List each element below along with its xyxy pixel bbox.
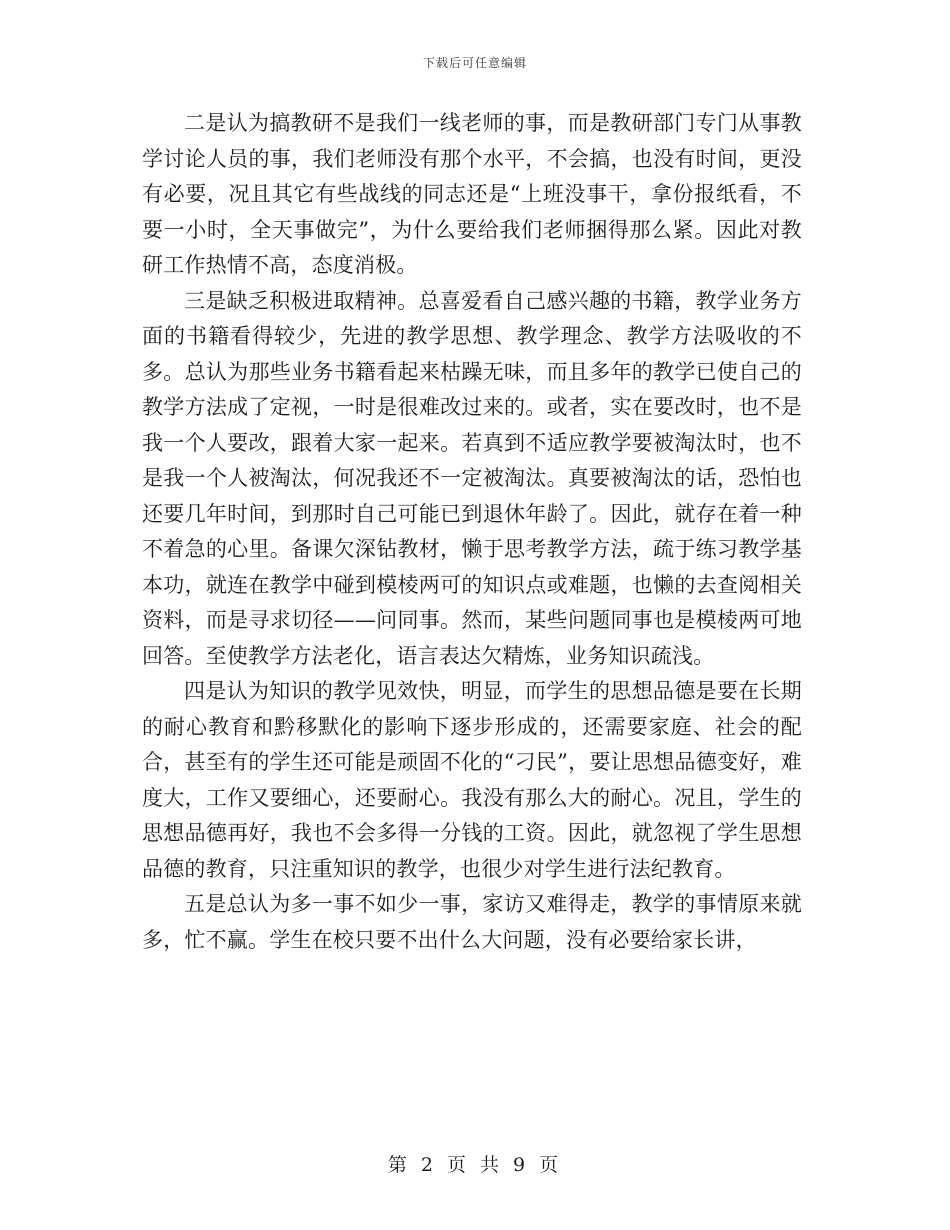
page-header: 下载后可任意编辑 bbox=[422, 56, 527, 70]
paragraph-5: 五是总认为多一事不如少一事，家访又难得走，教学的事情原来就多，忙不赢。学生在校只要不出什么大问题，没有必要给家长讲， bbox=[142, 892, 802, 952]
page-number: 第 2 页 共 9 页 bbox=[387, 1154, 563, 1176]
paragraph-2: 二是认为搞教研不是我们一线老师的事，而是教研部门专门从事教学讨论人员的事，我们老师没有那个水平，不会搞，也没有时间，更没有必要，况且其它有些战线的同志还是“上班没事干，拿份报纸看，不要一小时，全天事做完”，为什么要给我们老师捆得那么紧。因此对教研工作热情不高，态度消极。 bbox=[142, 111, 802, 277]
paragraph-3: 三是缺乏积极进取精神。总喜爱看自己感兴趣的书籍，教学业务方面的书籍看得较少，先进的教学思想、教学理念、教学方法吸收的不多。总认为那些业务书籍看起来枯躁无味，而且多年的教学已使自己的教学方法成了定视，一时是很难改过来的。或者，实在要改时，也不是我一个人要改，跟着大家一起来。若真到不适应教学要被淘汰时，也不是我一个人被淘汰，何况我还不一定被淘汰。真要被淘汰的话，恐怕也还要几年时间，到那时自己可能已到退休年龄了。因此，就存在着一种不着急的心里。备课欠深钻教材，懒于思考教学方法，疏于练习教学基本功，就连在教学中碰到模棱两可的知识点或难题，也懒的去查阅相关资料，而是寻求切径——问同事。然而，某些问题同事也是模棱两可地回答。至使教学方法老化，语言表达欠精炼，业务知识疏浅。 bbox=[142, 288, 802, 668]
paragraph-4: 四是认为知识的教学见效快，明显，而学生的思想品德是要在长期的耐心教育和黔移默化的影响下逐步形成的，还需要家庭、社会的配合，甚至有的学生还可能是顽固不化的“刁民”，要让思想品德变好，难度大，工作又要细心，还要耐心。我没有那么大的耐心。况且，学生的思想品德再好，我也不会多得一分钱的工资。因此，就忽视了学生思想品德的教育，只注重知识的教学，也很少对学生进行法纪教育。 bbox=[142, 679, 802, 881]
document-body bbox=[142, 106, 802, 958]
